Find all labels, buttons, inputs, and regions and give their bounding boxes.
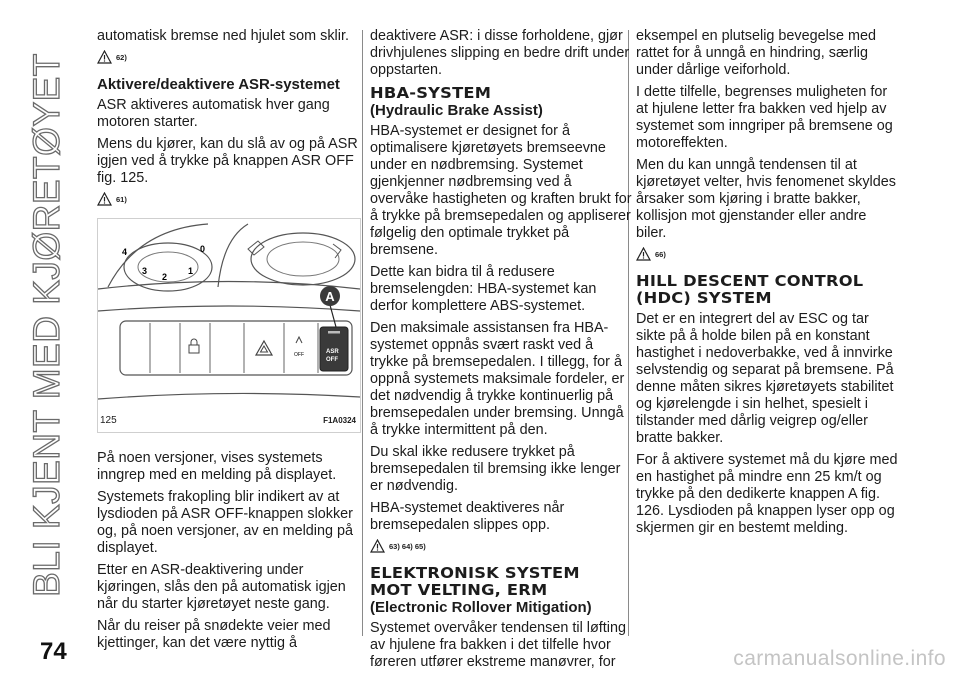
section-heading: ELEKTRONISK SYSTEM: [370, 564, 580, 582]
section-subheading: (Electronic Rollover Mitigation): [370, 599, 592, 616]
dial-number: 1: [188, 266, 194, 276]
figure-asr-button: [97, 218, 361, 433]
watermark: carmanualsonline.info: [733, 647, 946, 670]
column-2: [370, 28, 632, 676]
section-heading: (HDC) SYSTEM: [636, 289, 772, 307]
warning-triangle-icon: [97, 192, 112, 206]
paragraph: Når du reiser på snødekte veier med kjettinger, kan det være nyttig å: [97, 618, 331, 651]
paragraph: HBA-systemet er designet for å optimalisere kjøretøyets bremseevne under en nødbremsing. Systemet gjenkjenner nødbremsing ved å overvåke hastigheten og kraften brukt for å trykke på bremsepedalen og appliserer følgelig den optimale trykket på bremsene.: [370, 123, 632, 258]
paragraph: Du skal ikke redusere trykket på bremsepedalen til bremsing ikke lenger er nødvendig.: [370, 444, 621, 494]
paragraph: Etter en ASR-deaktivering under kjøringen, slås den på automatisk igjen når du starter kjøretøyet neste gang.: [97, 562, 346, 612]
paragraph: Mens du kjører, kan du slå av og på ASR igjen ved å trykke på knappen ASR OFF fig. 125.: [97, 136, 358, 186]
dashboard-panel-illustration: [98, 219, 360, 432]
side-section-title: [22, 30, 72, 620]
asr-label: ASR: [326, 349, 339, 355]
page-number: 74: [40, 638, 67, 665]
lock-icon: [189, 345, 199, 353]
paragraph: ASR aktiveres automatisk hver gang motoren starter.: [97, 97, 330, 130]
warning-triangle-icon: [370, 539, 385, 553]
section-heading: MOT VELTING, ERM: [370, 581, 548, 599]
paragraph: Systemets frakopling blir indikert av at lysdioden på ASR OFF-knappen slokker og, på noen versjoner, av en melding på displayet.: [97, 489, 354, 556]
paragraph: På noen versjoner, vises systemets inngrep med en melding på displayet.: [97, 450, 337, 483]
paragraph: For å aktivere systemet må du kjøre med en hastighet på mindre enn 25 km/t og trykke på den dedikerte knappen A fig. 126. Lysdioden på knappen lyser opp og skjermen gir en bestemt melding.: [636, 452, 898, 536]
dial-number: 3: [142, 266, 148, 276]
paragraph: deaktivere ASR: i disse forholdene, gjør drivhjulenes slipping en bedre drift under oppstarten.: [370, 28, 630, 78]
warning-reference: 62): [97, 50, 359, 66]
paragraph: automatisk bremse ned hjulet som sklir.: [97, 28, 349, 44]
paragraph: Det er en integrert del av ESC og tar sikte på å holde bilen på en konstant hastighet i nedoverbakke, ved å innvirke selvstendig og separat på bremsene. På denne måten sikres kjøretøyets stabilitet og kjørelengde i sin helhet, spesielt i tilstander med dårlig veigrep og/eller bratte bakker.: [636, 311, 894, 446]
section-subheading: (Hydraulic Brake Assist): [370, 102, 543, 119]
paragraph: Systemet overvåker tendensen til løfting av hjulene fra bakken i det tilfelle hvor føreren utfører ekstreme manøvrer, for: [370, 620, 626, 670]
warning-reference: 63) 64) 65): [370, 539, 632, 555]
figure-code: F1A0324: [323, 416, 356, 425]
warning-triangle-icon: [636, 247, 651, 261]
column-divider: [362, 30, 363, 636]
stability-icon: [296, 337, 302, 343]
column-3: [636, 28, 898, 542]
figure-number: 125: [100, 415, 117, 426]
paragraph: I dette tilfelle, begrenses muligheten for at hjulene letter fra bakken ved hjelp av systemet som inngriper på bremsene og motoreffekten.: [636, 84, 893, 151]
side-title-text: BLI KJENT MED KJØRETØYET: [26, 53, 67, 597]
paragraph: Dette kan bidra til å redusere bremselengden: HBA-systemet kan derfor komplettere ABS-systemet.: [370, 264, 597, 314]
off-label: OFF: [294, 352, 304, 358]
callout-letter: A: [325, 289, 335, 304]
warning-reference: 61): [97, 192, 359, 208]
paragraph: Den maksimale assistansen fra HBA-systemet oppnås svært raskt ved å trykke på bremsepedalen. I tillegg, for å oppnå systemets maksimale fordeler, er det nødvendig å trykke kontinuerlig på bremsepedalen under bremsing. Unngå å trykke intermittent på den.: [370, 320, 625, 438]
section-heading: HILL DESCENT CONTROL: [636, 272, 864, 290]
off-label: OFF: [326, 357, 338, 363]
section-heading: Aktivere/deaktivere ASR-systemet: [97, 76, 340, 93]
warning-triangle-icon: [97, 50, 112, 64]
warning-reference: 66): [636, 247, 898, 263]
hazard-icon: [256, 341, 272, 355]
dial-number: 4: [122, 247, 128, 257]
dial-number: 2: [162, 272, 168, 282]
paragraph: HBA-systemet deaktiveres når bremsepedalen slippes opp.: [370, 500, 565, 533]
paragraph: Men du kan unngå tendensen til at kjøretøyet velter, hvis fenomenet skyldes årsaker som kjøring i bratte bakker, kollisjon mot gjenstander eller andre biler.: [636, 157, 896, 241]
section-heading: HBA-SYSTEM: [370, 84, 492, 102]
column-1: [97, 28, 359, 657]
dial-number: 0: [200, 244, 206, 254]
paragraph: eksempel en plutselig bevegelse med rattet for å unngå en hindring, særlig under dårlige veiforhold.: [636, 28, 876, 78]
